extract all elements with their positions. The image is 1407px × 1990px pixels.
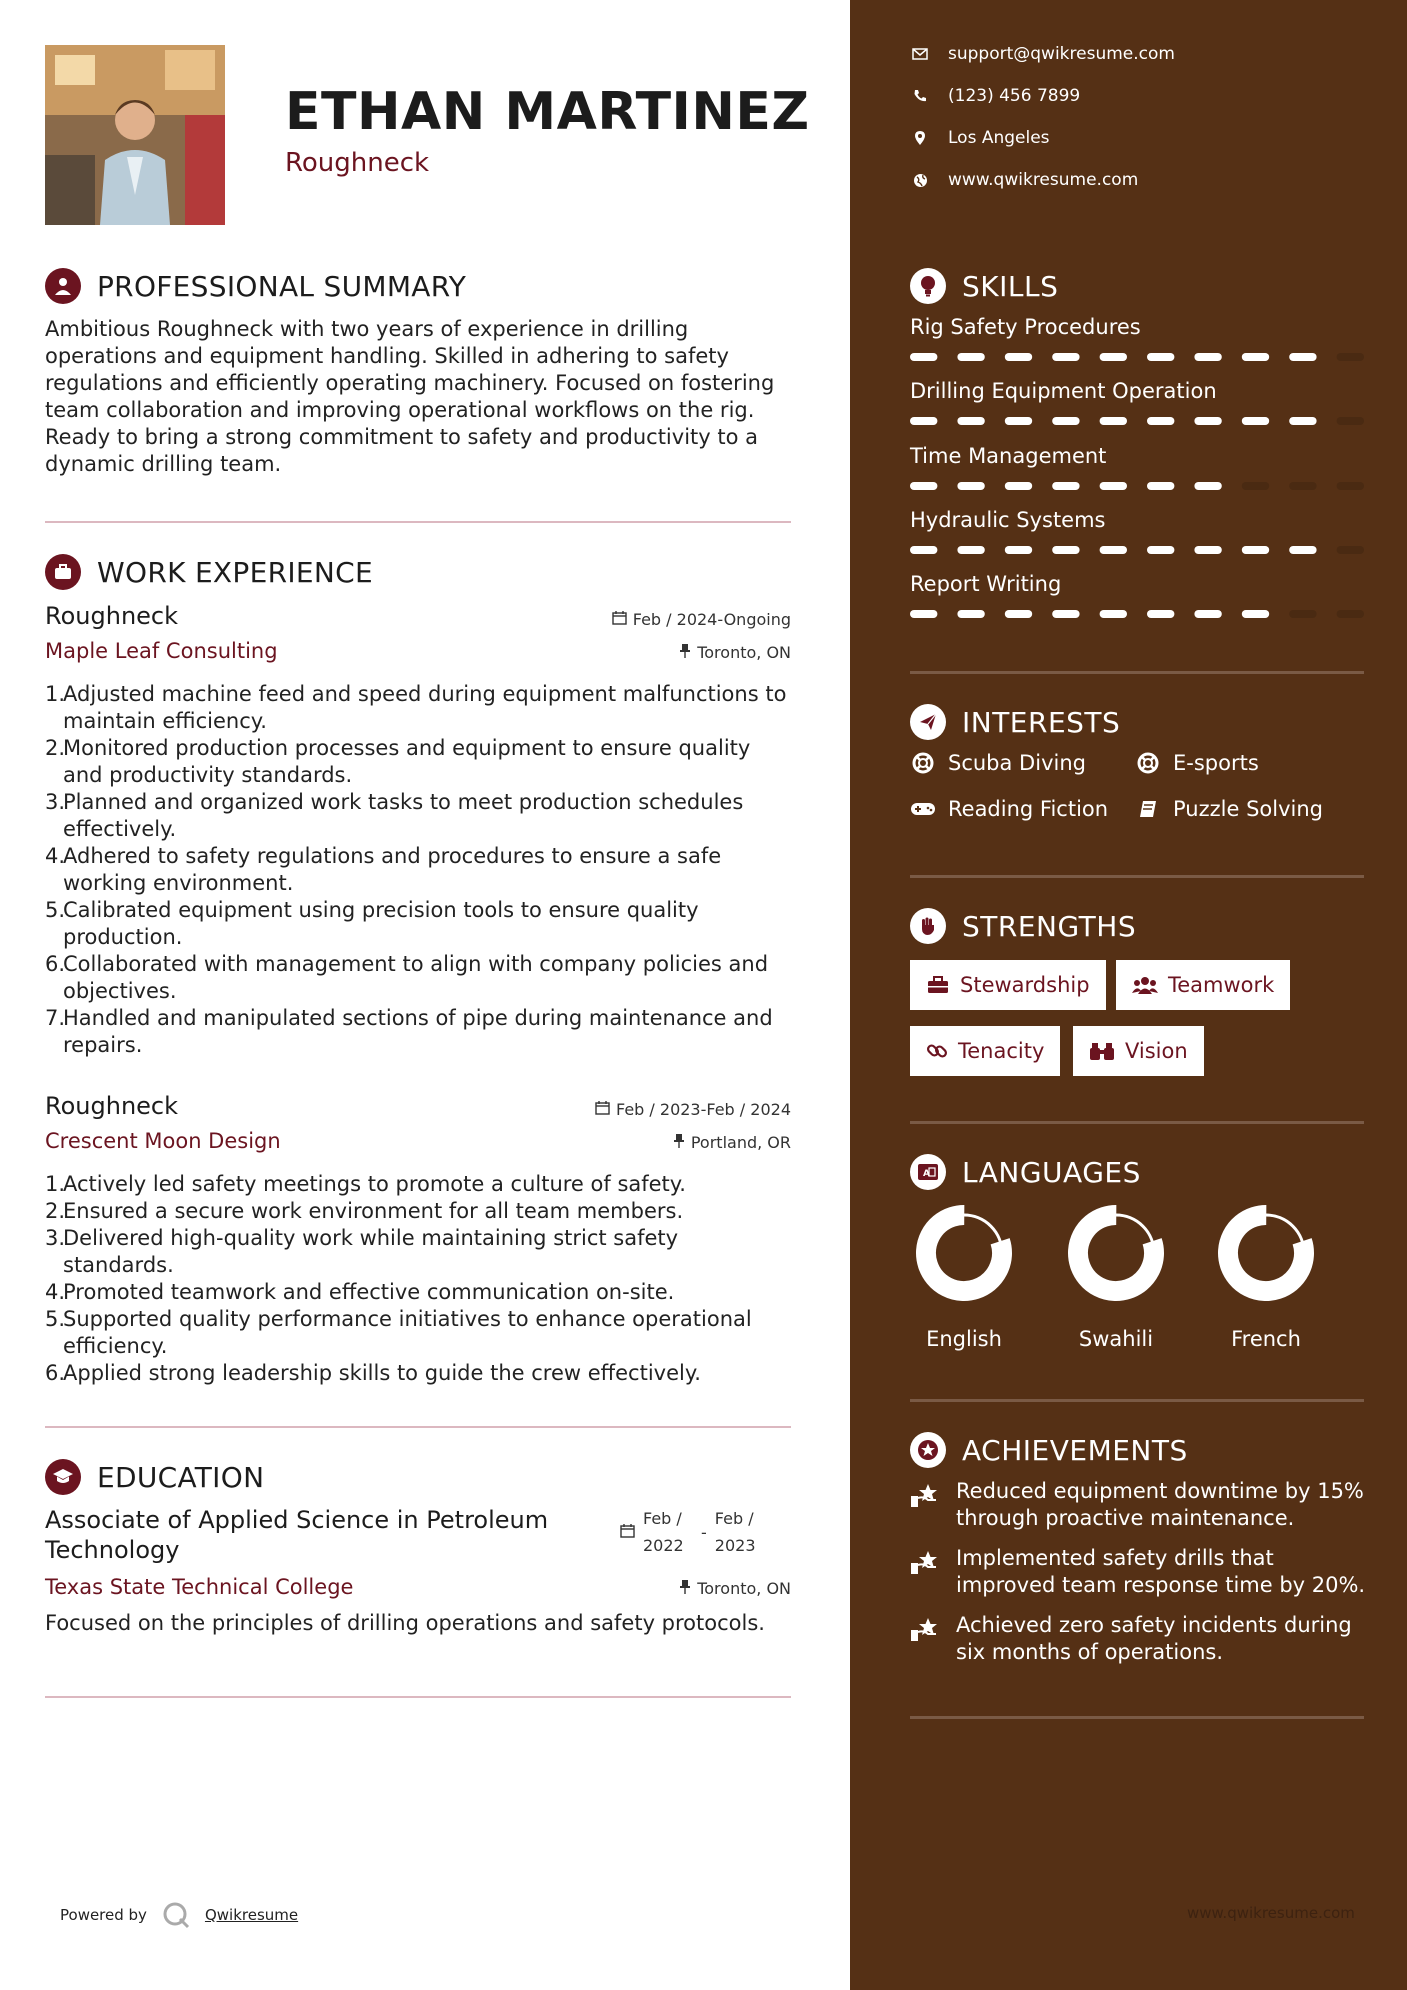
skill-meter bbox=[910, 609, 1364, 619]
qwikresume-link[interactable]: Qwikresume bbox=[204, 1906, 299, 1924]
skill-label: Drilling Equipment Operation bbox=[910, 379, 1217, 403]
skill-dash bbox=[1147, 353, 1174, 361]
briefcase-icon bbox=[45, 554, 81, 590]
skill-dash bbox=[1052, 417, 1079, 425]
interest-item: E-sports bbox=[1135, 751, 1259, 775]
languages-heading bbox=[910, 1154, 1141, 1190]
skill-dash bbox=[910, 417, 937, 425]
job-location: Portland, OR bbox=[673, 1133, 791, 1152]
calendar-icon bbox=[612, 610, 627, 629]
sidebar-divider bbox=[910, 671, 1364, 674]
education-title: EDUCATION bbox=[97, 1460, 265, 1494]
list-item: 6. Applied strong leadership skills to guide the crew effectively. bbox=[45, 1361, 701, 1385]
qwikresume-logo-icon bbox=[161, 1900, 191, 1930]
graduation-cap-icon bbox=[45, 1459, 81, 1495]
skill-dash bbox=[957, 482, 984, 490]
strength-tag: Tenacity bbox=[910, 1026, 1060, 1076]
list-item: 3. Planned and organized work tasks to meet production schedules effectively. bbox=[45, 790, 744, 841]
skill-dash bbox=[1337, 546, 1364, 554]
skill-label: Report Writing bbox=[910, 572, 1062, 596]
skill-dash bbox=[1005, 546, 1032, 554]
language-name: English bbox=[926, 1327, 1002, 1351]
skill-dash bbox=[1052, 482, 1079, 490]
skill-dash bbox=[1100, 417, 1127, 425]
degree-title: Associate of Applied Science in Petroleum Technology bbox=[45, 1506, 549, 1564]
skill-dash bbox=[1194, 353, 1221, 361]
skill-dash bbox=[1100, 610, 1127, 618]
language-donut bbox=[1216, 1203, 1316, 1303]
language-item bbox=[1206, 1203, 1326, 1351]
list-item: 1. Adjusted machine feed and speed during equipment malfunctions to maintain efficiency. bbox=[45, 682, 787, 733]
envelope-icon bbox=[910, 48, 930, 60]
skill-meter bbox=[910, 481, 1364, 491]
strengths-heading bbox=[910, 908, 1136, 944]
language-donut bbox=[914, 1203, 1014, 1303]
interest-item: Puzzle Solving bbox=[1135, 797, 1323, 821]
skill-dash bbox=[1289, 610, 1316, 618]
strengths-title: STRENGTHS bbox=[962, 909, 1137, 943]
list-item: 5. Supported quality performance initiatives to enhance operational efficiency. bbox=[45, 1307, 752, 1358]
interest-item: Scuba Diving bbox=[910, 751, 1086, 775]
life-ring-icon bbox=[910, 752, 936, 774]
section-divider bbox=[45, 1426, 791, 1428]
skill-dash bbox=[1242, 482, 1269, 490]
list-item: 2. Monitored production processes and equipment to ensure quality and productivity standards. bbox=[45, 736, 751, 787]
skill-label: Rig Safety Procedures bbox=[910, 315, 1141, 339]
skill-dash bbox=[1052, 546, 1079, 554]
education-description: Focused on the principles of drilling operations and safety protocols. bbox=[45, 1611, 765, 1635]
map-marker-icon bbox=[910, 130, 930, 146]
list-item: 2. Ensured a secure work environment for all team members. bbox=[45, 1199, 684, 1223]
donut-fill bbox=[916, 1205, 1012, 1301]
experience-heading bbox=[45, 554, 373, 590]
interests-title: INTERESTS bbox=[962, 705, 1121, 739]
sidebar-divider bbox=[910, 1716, 1364, 1719]
skills-heading bbox=[910, 268, 1058, 304]
job-bullets bbox=[45, 681, 795, 1059]
section-divider bbox=[45, 1696, 791, 1698]
sidebar-divider bbox=[910, 1399, 1364, 1402]
pin-icon bbox=[679, 1579, 691, 1598]
achievements-heading bbox=[910, 1432, 1188, 1468]
skill-dash bbox=[1147, 610, 1174, 618]
skill-dash bbox=[1147, 546, 1174, 554]
education-dates: Feb / 2022 - Feb / 2023 bbox=[620, 1505, 763, 1559]
skill-dash bbox=[1337, 353, 1364, 361]
achievement-item: Reduced equipment downtime by 15% through proactive maintenance. bbox=[910, 1478, 1370, 1532]
skill-dash bbox=[1242, 546, 1269, 554]
skill-dash bbox=[957, 546, 984, 554]
skill-dash bbox=[1147, 417, 1174, 425]
skill-dash bbox=[1242, 417, 1269, 425]
skill-meter bbox=[910, 416, 1364, 426]
skill-dash bbox=[1100, 353, 1127, 361]
skill-meter bbox=[910, 545, 1364, 555]
hand-fist-icon bbox=[910, 908, 946, 944]
school-name: Texas State Technical College bbox=[45, 1575, 354, 1599]
skill-dash bbox=[957, 417, 984, 425]
summary-heading bbox=[45, 268, 466, 304]
skill-dash bbox=[1052, 610, 1079, 618]
skill-label: Time Management bbox=[910, 444, 1107, 468]
company-name: Maple Leaf Consulting bbox=[45, 639, 278, 663]
company-name: Crescent Moon Design bbox=[45, 1129, 281, 1153]
calendar-icon bbox=[595, 1100, 610, 1119]
interests-heading bbox=[910, 704, 1120, 740]
lightbulb-icon bbox=[910, 268, 946, 304]
language-item bbox=[904, 1203, 1024, 1351]
donut-fill bbox=[1218, 1205, 1314, 1301]
job-title: Roughneck bbox=[45, 602, 179, 630]
language-item bbox=[1056, 1203, 1176, 1351]
list-item: 5. Calibrated equipment using precision tools to ensure quality production. bbox=[45, 898, 699, 949]
summary-title: PROFESSIONAL SUMMARY bbox=[97, 269, 467, 303]
achievement-item: Achieved zero safety incidents during six months of operations. bbox=[910, 1612, 1370, 1666]
job-dates: Feb / 2023-Feb / 2024 bbox=[595, 1100, 791, 1119]
skill-dash bbox=[1005, 353, 1032, 361]
skill-dash bbox=[1242, 353, 1269, 361]
education-location: Toronto, ON bbox=[679, 1579, 791, 1598]
sidebar-divider bbox=[910, 875, 1364, 878]
skill-dash bbox=[1005, 610, 1032, 618]
sidebar-divider bbox=[910, 1121, 1364, 1124]
skill-dash bbox=[910, 610, 937, 618]
skill-dash bbox=[1005, 482, 1032, 490]
skill-dash bbox=[1337, 482, 1364, 490]
skill-dash bbox=[1194, 546, 1221, 554]
job-title: Roughneck bbox=[45, 1092, 179, 1120]
life-ring-icon bbox=[1135, 752, 1161, 774]
skill-dash bbox=[1100, 482, 1127, 490]
skill-dash bbox=[910, 353, 937, 361]
list-item: 1. Actively led safety meetings to promote a culture of safety. bbox=[45, 1172, 686, 1196]
contact-phone[interactable]: (123) 456 7899 bbox=[910, 86, 1080, 106]
skill-dash bbox=[910, 482, 937, 490]
list-item: 3. Delivered high-quality work while maintaining strict safety standards. bbox=[45, 1226, 679, 1277]
contact-website[interactable]: www.qwikresume.com bbox=[910, 170, 1138, 190]
skill-dash bbox=[910, 546, 937, 554]
achievements-title: ACHIEVEMENTS bbox=[962, 1433, 1188, 1467]
skill-dash bbox=[1289, 417, 1316, 425]
language-icon bbox=[910, 1154, 946, 1190]
book-icon bbox=[1135, 799, 1161, 819]
skill-dash bbox=[1194, 417, 1221, 425]
powered-by-text: Powered by bbox=[60, 1906, 147, 1924]
achievement-item: Implemented safety drills that improved team response time by 20%. bbox=[910, 1545, 1370, 1599]
job-location: Toronto, ON bbox=[679, 643, 791, 662]
list-item: 4. Adhered to safety regulations and procedures to ensure a safe working environment. bbox=[45, 844, 722, 895]
summary-text: Ambitious Roughneck with two years of experience in drilling operations and equipment handling. Skilled in adhering to safety regulations and efficiently operating machinery. Focused on fostering team collaboration and improving operational workflows on the rig. Ready to bring a strong commitment to safety and productivity to a dynamic drilling team. bbox=[45, 317, 775, 476]
skill-dash bbox=[1337, 417, 1364, 425]
skill-dash bbox=[1242, 610, 1269, 618]
skill-dash bbox=[1147, 482, 1174, 490]
skill-label: Hydraulic Systems bbox=[910, 508, 1106, 532]
interest-item: Reading Fiction bbox=[910, 797, 1108, 821]
job-bullets bbox=[45, 1171, 795, 1387]
profile-photo bbox=[45, 45, 225, 225]
gamepad-icon bbox=[910, 801, 936, 817]
calendar-icon bbox=[620, 1519, 635, 1546]
users-icon bbox=[1132, 975, 1158, 995]
pin-icon bbox=[673, 1133, 685, 1152]
skill-dash bbox=[1100, 546, 1127, 554]
footer-site[interactable]: www.qwikresume.com bbox=[1187, 1904, 1355, 1922]
star-hand-icon bbox=[910, 1478, 944, 1532]
skill-dash bbox=[1194, 610, 1221, 618]
language-donut bbox=[1066, 1203, 1166, 1303]
strength-tag: Teamwork bbox=[1116, 960, 1290, 1010]
skill-dash bbox=[1337, 610, 1364, 618]
strength-tag: Stewardship bbox=[910, 960, 1106, 1010]
contact-location: Los Angeles bbox=[910, 128, 1050, 148]
paper-plane-icon bbox=[910, 704, 946, 740]
list-item: 7. Handled and manipulated sections of pipe during maintenance and repairs. bbox=[45, 1006, 773, 1057]
contact-email[interactable]: support@qwikresume.com bbox=[910, 44, 1175, 64]
phone-icon bbox=[910, 89, 930, 103]
star-hand-icon bbox=[910, 1612, 944, 1666]
binoculars-icon bbox=[1089, 1041, 1115, 1061]
donut-fill bbox=[1068, 1205, 1164, 1301]
strength-tag: Vision bbox=[1073, 1026, 1204, 1076]
candidate-title: Roughneck bbox=[285, 148, 430, 178]
link-icon bbox=[926, 1040, 948, 1062]
job-dates: Feb / 2024-Ongoing bbox=[612, 610, 791, 629]
section-divider bbox=[45, 521, 791, 523]
globe-icon bbox=[910, 173, 930, 188]
user-icon bbox=[45, 268, 81, 304]
skill-meter bbox=[910, 352, 1364, 362]
pin-icon bbox=[679, 643, 691, 662]
experience-title: WORK EXPERIENCE bbox=[97, 555, 373, 589]
skill-dash bbox=[1005, 417, 1032, 425]
language-name: French bbox=[1231, 1327, 1301, 1351]
education-heading bbox=[45, 1459, 264, 1495]
list-item: 6. Collaborated with management to align with company policies and objectives. bbox=[45, 952, 769, 1003]
star-hand-icon bbox=[910, 1545, 944, 1599]
skill-dash bbox=[1289, 546, 1316, 554]
language-name: Swahili bbox=[1078, 1327, 1154, 1351]
skill-dash bbox=[1289, 482, 1316, 490]
skill-dash bbox=[1052, 353, 1079, 361]
languages-title: LANGUAGES bbox=[962, 1155, 1141, 1189]
skill-dash bbox=[1289, 353, 1316, 361]
star-badge-icon bbox=[910, 1432, 946, 1468]
skill-dash bbox=[1194, 482, 1221, 490]
candidate-name: ETHAN MARTINEZ bbox=[285, 82, 810, 142]
list-item: 4. Promoted teamwork and effective communication on-site. bbox=[45, 1280, 675, 1304]
skill-dash bbox=[957, 353, 984, 361]
toolbox-icon bbox=[926, 975, 950, 995]
svg-text:A: A bbox=[923, 1169, 930, 1179]
powered-by bbox=[60, 1900, 298, 1930]
skills-title: SKILLS bbox=[962, 269, 1059, 303]
skill-dash bbox=[957, 610, 984, 618]
